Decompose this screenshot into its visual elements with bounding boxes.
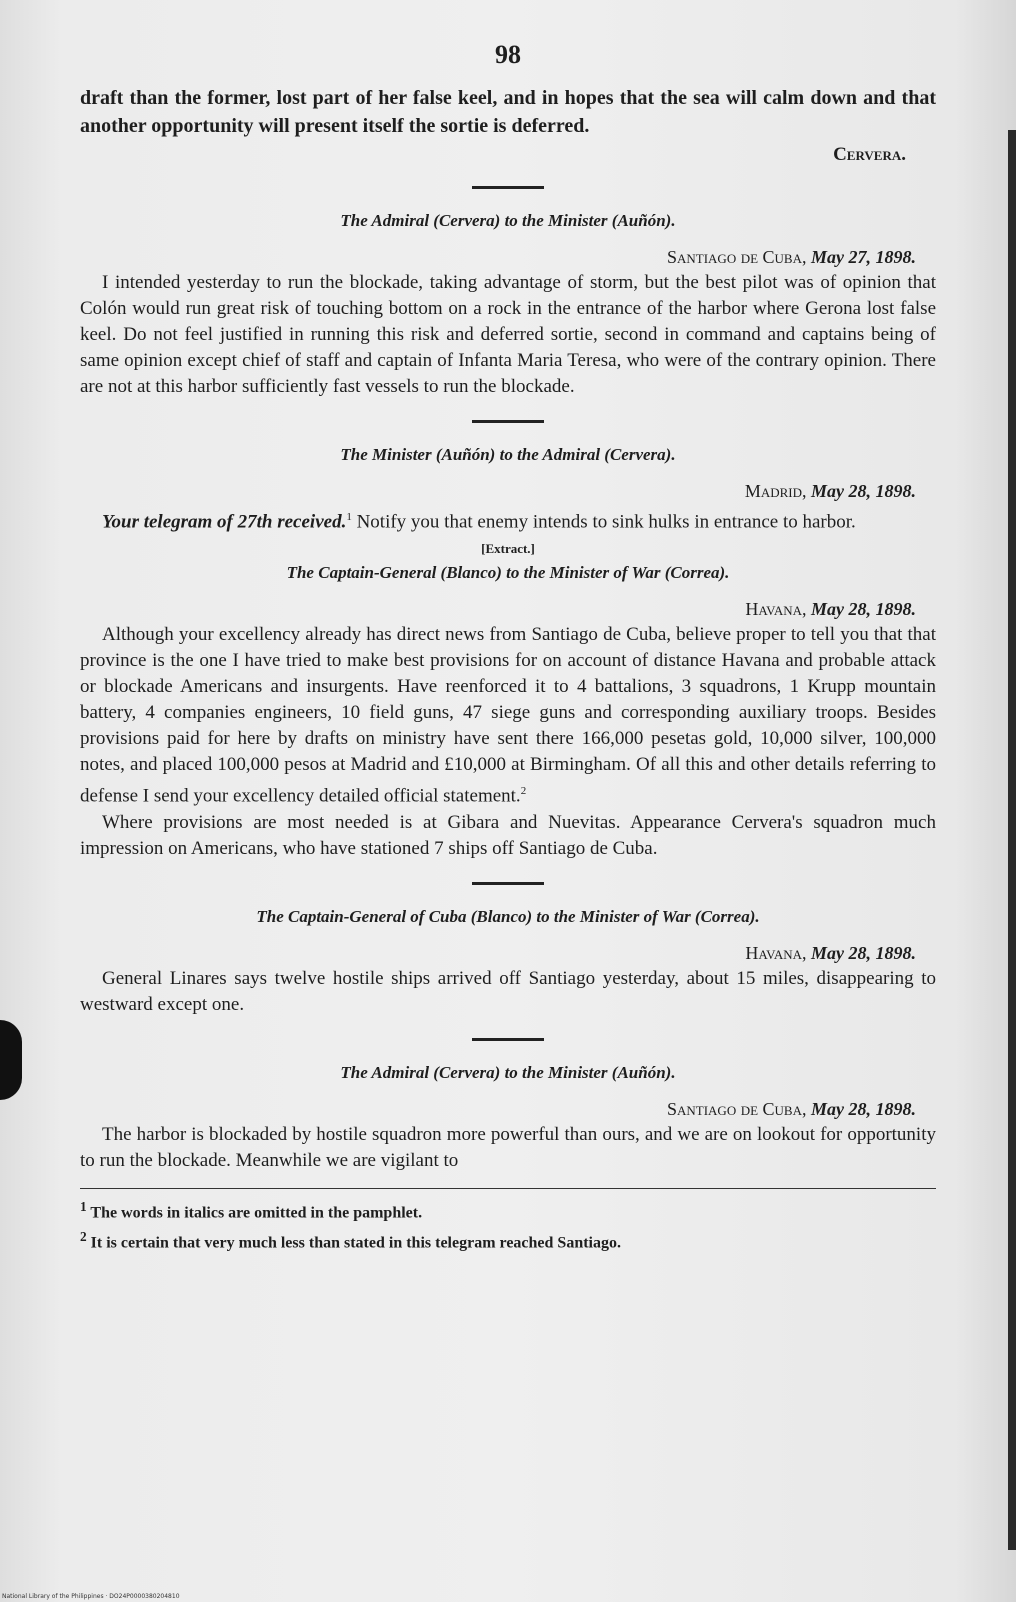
body-text: Although your excellency already has direct news from Santiago de Cuba, believe proper to tell you that that province is the one I have tried to make best provisions for on account of distance Havana and probable attack or blockade Americans and insurgents. Have reenforced it to 4 battalions, 3 squadrons, 1 Krupp mountain battery, 4 companies engineers, 10 field guns, 47 siege guns and corresponding auxiliary troops. Besides provisions paid for here by drafts on ministry have sent there 166,000 pesetas gold, 10,000 silver, 100,000 notes, and placed 100,000 pesos at Madrid and £10,000 at Birmingham. Of all this and other details referring to defense I send your excellency detailed official statement. bbox=[80, 624, 936, 807]
dateline-place: Havana, bbox=[745, 599, 807, 620]
dateline-place: Havana, bbox=[745, 942, 807, 963]
intro-paragraph: draft than the former, lost part of her false keel, and in hopes that the sea will calm down and that another opportunity will present itself the sortie is deferred. bbox=[80, 87, 936, 137]
dateline-date: May 28, 1898. bbox=[811, 1098, 916, 1119]
footnote-mark: 2 bbox=[80, 1228, 87, 1244]
telegram-heading: The Captain-General (Blanco) to the Minister of War (Correa). bbox=[286, 563, 730, 583]
intro-signature: Cervera. bbox=[833, 144, 906, 165]
dateline-date: May 28, 1898. bbox=[811, 599, 916, 620]
italic-text: Your telegram of 27th received. bbox=[102, 511, 347, 533]
telegram-heading: The Minister (Auñón) to the Admiral (Cervera). bbox=[340, 445, 676, 464]
dateline bbox=[80, 1099, 936, 1120]
footnote-divider bbox=[80, 1188, 936, 1189]
dateline-place: Santiago de Cuba, bbox=[666, 247, 807, 267]
footnote-ref: 2 bbox=[520, 785, 527, 798]
dateline bbox=[80, 599, 936, 620]
footnote-mark: 1 bbox=[80, 1198, 87, 1214]
telegram-heading: The Captain-General of Cuba (Blanco) to the Minister of War (Correa). bbox=[256, 906, 760, 926]
dateline-date: May 28, 1898. bbox=[811, 481, 916, 501]
page-number: 98 bbox=[495, 40, 521, 69]
body-text: Notify you that enemy intends to sink hulks in entrance to harbor. bbox=[351, 511, 856, 533]
footnote-text: The words in italics are omitted in the pamphlet. bbox=[90, 1203, 423, 1221]
telegram-body: I intended yesterday to run the blockade, taking advantage of storm, but the best pilot was of opinion that Colón would run great risk of touching bottom on a rock in the entrance of the harbor where Gerona lost false keel. Do not feel justified in running this risk and deferred sortie, second in command and captains being of same opinion except chief of staff and captain of Infanta Maria Teresa, who were of the contrary opinion. There are not at this harbor sufficiently fast vessels to run the blockade. bbox=[80, 272, 936, 397]
dateline bbox=[80, 481, 936, 502]
dateline bbox=[80, 247, 936, 268]
telegram-body: The harbor is blockaded by hostile squadron more powerful than ours, and we are on lookout for opportunity to run the blockade. Meanwhile we are vigilant to bbox=[80, 1123, 936, 1171]
telegram-body: General Linares says twelve hostile ships arrived off Santiago yesterday, about 15 miles, disappearing to westward except one. bbox=[80, 967, 936, 1015]
footnote bbox=[80, 1225, 936, 1255]
section-divider bbox=[472, 186, 544, 189]
footnote bbox=[80, 1195, 936, 1225]
page-content bbox=[80, 40, 936, 1255]
dateline-place: Santiago de Cuba, bbox=[666, 1098, 807, 1119]
footnote-text: It is certain that very much less than stated in this telegram reached Santiago. bbox=[90, 1234, 621, 1252]
section-divider bbox=[472, 420, 544, 423]
dateline-date: May 27, 1898. bbox=[811, 247, 916, 267]
telegram-body bbox=[80, 504, 936, 535]
dateline bbox=[80, 943, 936, 964]
section-divider bbox=[472, 882, 544, 885]
telegram-body-continued: Where provisions are most needed is at Gibara and Nuevitas. Appearance Cervera's squadron much impression on Americans, who have stationed 7 ships off Santiago de Cuba. bbox=[80, 811, 936, 859]
page-edge-shadow bbox=[1008, 130, 1016, 1550]
dateline-date: May 28, 1898. bbox=[811, 942, 916, 963]
dateline-place: Madrid, bbox=[744, 481, 807, 501]
telegram-heading: The Admiral (Cervera) to the Minister (Auñón). bbox=[340, 1062, 676, 1082]
section-divider bbox=[472, 1038, 544, 1041]
scan-credit: National Library of the Philippines · DO24P0000380204810 bbox=[2, 1593, 180, 1600]
scan-artifact bbox=[0, 1020, 22, 1100]
telegram-heading: The Admiral (Cervera) to the Minister (Auñón). bbox=[340, 211, 676, 230]
footnote-ref: 1 bbox=[346, 511, 352, 523]
extract-label: [Extract.] bbox=[481, 541, 535, 557]
telegram-body bbox=[80, 622, 936, 809]
